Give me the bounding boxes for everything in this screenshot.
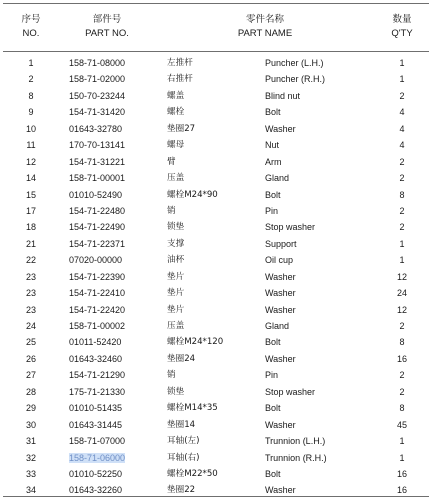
row-seq: 8: [28, 90, 34, 101]
row-part-no: 154-71-22390: [69, 271, 126, 282]
row-name-zh: 垫片: [167, 304, 185, 315]
row-seq: 12: [25, 156, 36, 167]
table-row: [3, 417, 429, 433]
row-name-zh: 垫片: [167, 271, 185, 282]
row-part-no: 170-70-13141: [69, 140, 126, 151]
row-seq: 17: [25, 205, 36, 216]
row-part-no: 175-71-21330: [69, 386, 126, 397]
row-part-no: 154-71-22371: [69, 238, 126, 249]
table-row: [3, 334, 429, 350]
row-seq: 28: [25, 386, 36, 397]
row-name-zh: 螺栓M24*120: [167, 337, 224, 348]
row-qty: 2: [399, 386, 405, 397]
header-rule: [3, 51, 429, 52]
header-part-zh: 部件号: [92, 14, 122, 25]
row-name-zh: 右推杆: [167, 74, 193, 85]
row-seq: 30: [25, 419, 36, 430]
row-part-no: 154-71-22490: [69, 222, 126, 233]
row-name-zh: 螺栓M22*50: [167, 468, 218, 479]
row-qty: 2: [399, 156, 405, 167]
table-row: [3, 219, 429, 235]
row-part-no: 154-71-22410: [69, 288, 126, 299]
table-row: [3, 400, 429, 416]
row-qty: 8: [399, 403, 405, 414]
row-seq: 34: [25, 485, 36, 496]
row-qty: 1: [399, 238, 405, 249]
row-name-en: Washer: [265, 288, 296, 299]
table-row: [3, 236, 429, 252]
row-part-no: 158-71-08000: [69, 58, 126, 68]
header-name-en: PART NAME: [237, 27, 293, 39]
row-part-no: 01643-32780: [69, 123, 123, 134]
row-part-no: 01643-31445: [69, 419, 123, 430]
row-qty: 16: [396, 353, 407, 364]
row-qty: 16: [396, 468, 407, 479]
row-seq: 9: [28, 107, 34, 118]
parts-list-table: [3, 3, 429, 497]
table-row: [3, 154, 429, 170]
row-qty: 1: [399, 452, 405, 463]
row-seq: 11: [26, 140, 36, 151]
row-name-en: Washer: [265, 304, 296, 315]
table-row: [3, 433, 429, 449]
row-name-en: Bolt: [265, 337, 281, 348]
row-name-en: Bolt: [265, 189, 281, 200]
table-row: [3, 55, 429, 71]
header-part-no: [59, 3, 155, 51]
row-name-zh: 锁垫: [167, 386, 185, 397]
row-qty: 45: [396, 419, 407, 430]
row-seq: 2: [28, 74, 34, 85]
table-row: [3, 137, 429, 153]
row-name-en: Stop washer: [265, 386, 316, 397]
table-row: [3, 187, 429, 203]
row-seq: 32: [25, 452, 36, 463]
row-name-en: Stop washer: [265, 222, 316, 233]
header-seq-en: NO.: [22, 27, 40, 39]
row-name-en: Pin: [265, 370, 279, 381]
row-part-no: 154-71-21290: [69, 370, 126, 381]
row-seq: 1: [28, 58, 34, 68]
row-part-no: 158-71-02000: [69, 74, 126, 85]
row-qty: 8: [399, 189, 405, 200]
row-seq: 15: [25, 189, 36, 200]
row-name-en: Oil cup: [265, 255, 294, 266]
row-seq: 21: [25, 238, 36, 249]
header-seq: [3, 3, 59, 51]
row-qty: 1: [399, 436, 405, 447]
row-seq: 14: [25, 173, 36, 184]
row-name-zh: 垫圈14: [167, 419, 196, 430]
row-qty: 4: [399, 107, 405, 118]
selected-text-highlight[interactable]: 158-71-06000: [69, 452, 126, 463]
row-part-no: 01643-32260: [69, 485, 123, 496]
row-name-en: Washer: [265, 271, 296, 282]
row-part-no: 158-71-07000: [69, 436, 126, 447]
row-name-en: Support: [265, 238, 297, 249]
table-body: [3, 55, 429, 499]
header-qty-en: Q'TY: [391, 27, 413, 39]
row-part-no: 01010-52490: [69, 189, 123, 200]
row-part-no: 01010-52250: [69, 468, 123, 479]
header-qty-zh: 数量: [392, 14, 412, 25]
table-row: [3, 88, 429, 104]
row-seq: 27: [25, 370, 36, 381]
row-qty: 12: [396, 271, 407, 282]
row-seq: 23: [25, 304, 36, 315]
row-name-en: Washer: [265, 123, 296, 134]
row-qty: 1: [399, 255, 405, 266]
row-name-zh: 销: [167, 370, 176, 381]
row-seq: 10: [25, 123, 36, 134]
row-name-zh: 压盖: [167, 321, 185, 331]
row-seq: 24: [25, 321, 36, 331]
table-row: [3, 285, 429, 301]
row-part-no: 07020-00000: [69, 255, 123, 266]
row-name-zh: 螺栓: [167, 107, 185, 118]
row-seq: 31: [25, 436, 36, 447]
row-part-no: [69, 450, 159, 466]
table-row: [3, 71, 429, 87]
row-name-zh: 螺栓M24*90: [167, 189, 218, 200]
table-row: [3, 252, 429, 268]
row-qty: 12: [396, 304, 407, 315]
header-seq-zh: 序号: [21, 14, 41, 25]
row-part-no: 154-71-31420: [69, 107, 126, 118]
table-row: [3, 170, 429, 186]
row-qty: 2: [399, 222, 405, 233]
row-part-no: 154-71-22480: [69, 205, 126, 216]
row-qty: 24: [396, 288, 407, 299]
row-name-en: Trunnion (R.H.): [265, 452, 327, 463]
row-name-zh: 支撑: [167, 238, 185, 249]
row-qty: 2: [399, 205, 405, 216]
row-qty: 16: [396, 485, 407, 496]
row-name-zh: 臂: [167, 156, 176, 167]
table-row: [3, 318, 429, 334]
row-seq: 22: [25, 255, 36, 266]
row-seq: 23: [25, 271, 36, 282]
row-part-no: 150-70-23244: [69, 90, 126, 101]
table-row: [3, 466, 429, 482]
row-name-en: Pin: [265, 205, 279, 216]
header-part-name: [155, 3, 375, 51]
row-name-zh: 螺母: [167, 140, 185, 151]
row-name-zh: 左推杆: [167, 58, 193, 68]
row-name-zh: 耳轴(右): [167, 452, 200, 463]
table-row: [3, 121, 429, 137]
row-name-en: Puncher (R.H.): [265, 74, 326, 85]
row-qty: 1: [399, 74, 405, 85]
header-name-zh: 零件名称: [245, 14, 284, 25]
row-part-no: 158-71-00001: [69, 173, 126, 184]
row-name-zh: 垫圈22: [167, 485, 196, 496]
table-row: [3, 302, 429, 318]
row-qty: 8: [399, 337, 405, 348]
row-qty: 4: [399, 123, 405, 134]
row-name-en: Blind nut: [265, 90, 301, 101]
row-name-zh: 油杯: [167, 255, 185, 266]
row-name-zh: 压盖: [167, 173, 185, 184]
row-name-en: Washer: [265, 353, 296, 364]
row-qty: 1: [399, 58, 405, 68]
row-name-zh: 耳轴(左): [167, 436, 200, 447]
row-name-zh: 垫圈24: [167, 353, 196, 364]
row-seq: 33: [25, 468, 36, 479]
table-row: [3, 203, 429, 219]
table-row: [3, 384, 429, 400]
row-seq: 29: [25, 403, 36, 414]
row-seq: 18: [25, 222, 36, 233]
row-part-no: 01010-51435: [69, 403, 123, 414]
row-qty: 2: [399, 321, 405, 331]
row-seq: 25: [25, 337, 36, 348]
table-row: [3, 367, 429, 383]
table-row: [3, 482, 429, 498]
row-part-no: 154-71-22420: [69, 304, 126, 315]
table-row: [3, 351, 429, 367]
table-row: [3, 104, 429, 120]
row-name-zh: 垫片: [167, 288, 185, 299]
header-qty: [375, 3, 429, 51]
table-header: [3, 3, 429, 51]
row-name-zh: 螺盖: [167, 90, 185, 101]
table-row: [3, 269, 429, 285]
row-name-zh: 销: [167, 205, 176, 216]
row-name-en: Gland: [265, 173, 290, 184]
row-name-en: Bolt: [265, 107, 281, 118]
row-qty: 2: [399, 370, 405, 381]
header-part-en: PART NO.: [85, 27, 129, 39]
row-name-en: Bolt: [265, 468, 281, 479]
row-qty: 2: [399, 173, 405, 184]
row-name-en: Arm: [265, 156, 282, 167]
row-name-en: Gland: [265, 321, 290, 331]
row-name-en: Washer: [265, 419, 296, 430]
row-name-en: Bolt: [265, 403, 281, 414]
row-qty: 2: [399, 90, 405, 101]
table-row: [3, 450, 429, 466]
row-name-zh: 垫圈27: [167, 123, 196, 134]
row-name-en: Nut: [265, 140, 280, 151]
row-name-zh: 锁垫: [167, 222, 185, 233]
row-name-en: Puncher (L.H.): [265, 58, 324, 68]
top-rule: [3, 3, 429, 4]
row-part-no: 01643-32460: [69, 353, 123, 364]
row-part-no: 154-71-31221: [69, 156, 126, 167]
row-name-en: Washer: [265, 485, 296, 496]
row-seq: 23: [25, 288, 36, 299]
row-part-no: 01011-52420: [69, 337, 122, 348]
row-part-no: 158-71-00002: [69, 321, 126, 331]
row-qty: 4: [399, 140, 405, 151]
row-name-zh: 螺栓M14*35: [167, 403, 218, 414]
row-name-en: Trunnion (L.H.): [265, 436, 326, 447]
row-seq: 26: [25, 353, 36, 364]
